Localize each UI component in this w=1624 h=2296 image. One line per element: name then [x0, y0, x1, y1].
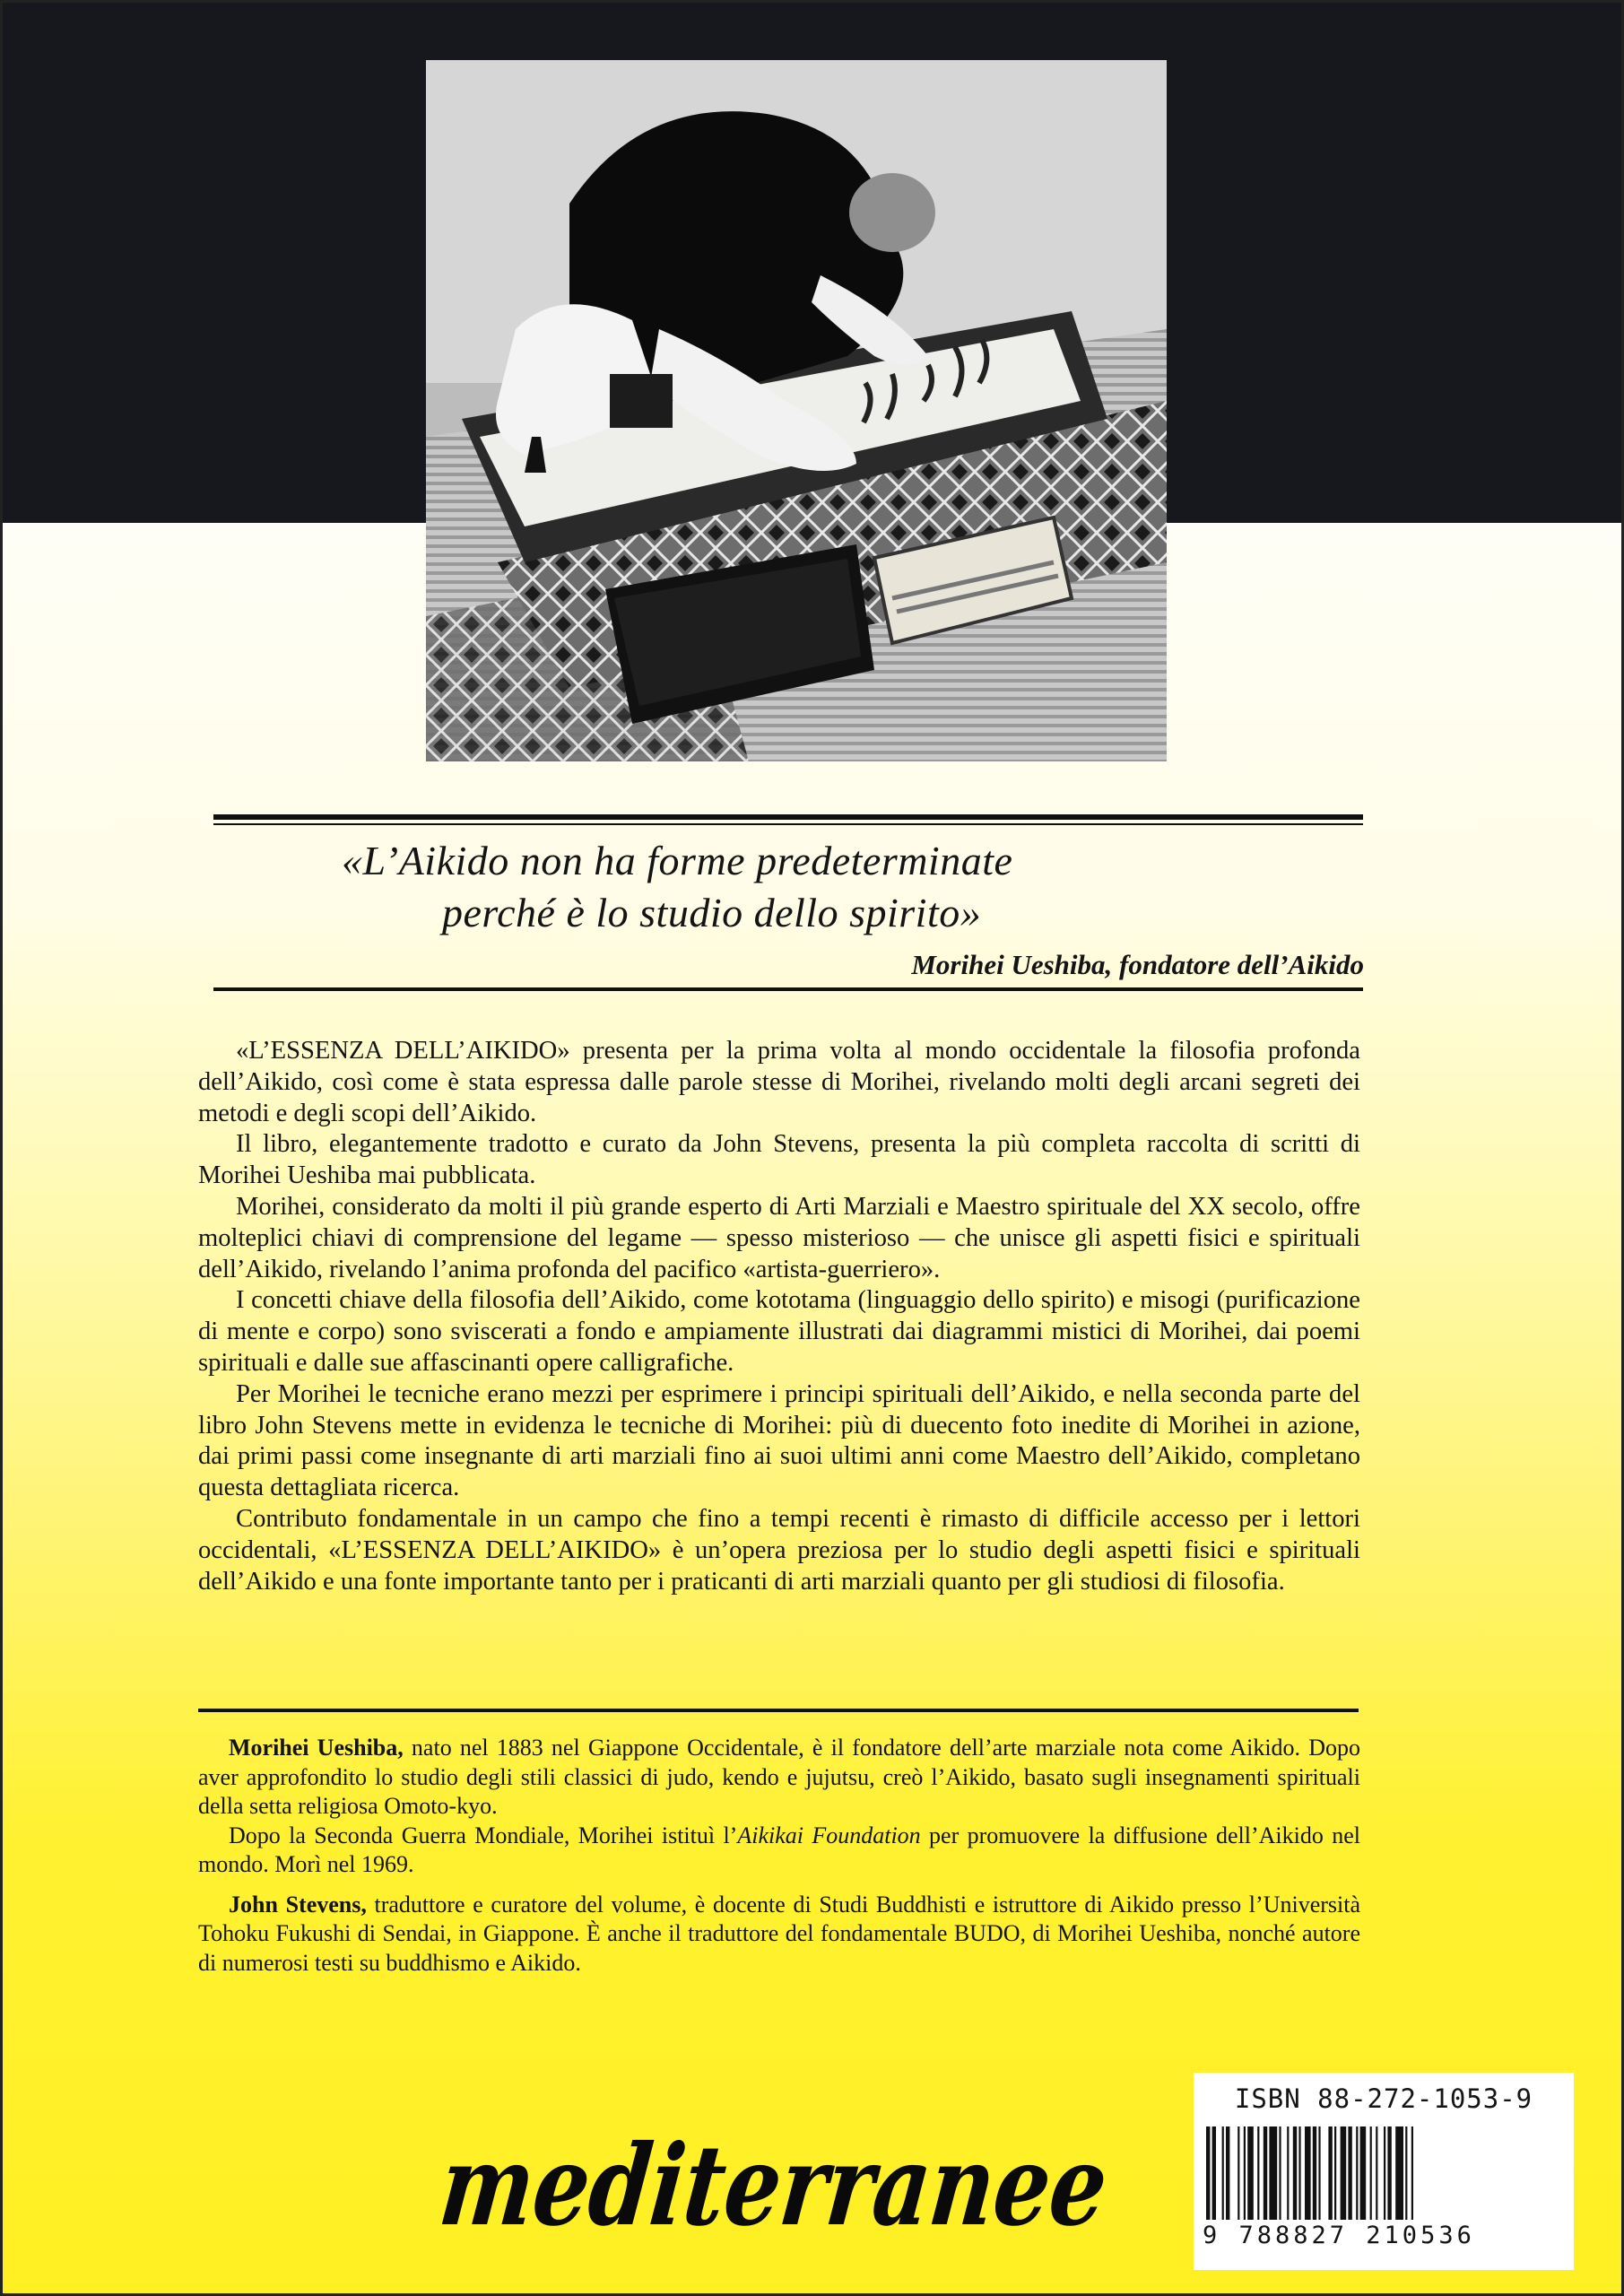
bio-top-rule [198, 1709, 1359, 1712]
barcode-bar [1305, 2126, 1311, 2220]
barcode-bar [1348, 2126, 1351, 2220]
barcode-bar [1287, 2126, 1289, 2220]
description-paragraph: Contributo fondamentale in un campo che fino a tempi recenti è rimasto di difficile accesso per i lettori occidentali, «L’ESSENZA DELL’AIKIDO» è un’opera preziosa per lo studio degli aspetti fisici e spirituali dell’Aikido e una fonte importante tanto per i praticanti di arti marziali quanto per gli studiosi di filosofia. [198, 1504, 1360, 1596]
ueshiba-bio-2-end: per promuovere la diffusione dell’Aikido nel mondo. Morì nel 1969. [198, 1822, 1360, 1877]
ueshiba-bio-text: nato nel 1883 nel Giappone Occidentale, è il fondatore dell’arte marziale nota come Aikido. Dopo aver approfondito lo studio degli stili classici di judo, kendo e jujutsu, creò l’Aikido, basato sugli insegnamenti spirituali della setta religiosa Omoto-kyo. [198, 1735, 1360, 1819]
quote-top-rule [213, 814, 1363, 820]
description-paragraph: Per Morihei le tecniche erano mezzi per esprimere i principi spirituali dell’Aikido, e nella seconda parte del libro John Stevens mette in evidenza le tecniche di Morihei: più di duecento foto inedite di Morihei in azione, dai primi passi come insegnante di arti marziali fino ai suoi ultimi anni come Maestro dell’Aikido, completano questa dettagliata ricerca. [198, 1379, 1360, 1502]
barcode-bar [1238, 2126, 1239, 2220]
book-description [198, 1036, 1360, 1597]
stevens-bio-text: traduttore e curatore del volume, è docente di Studi Buddhisti e istruttore di Aikido presso l’Università Tohoku Fukushi di Sendai, in Giappone. È anche il traduttore del fondamentale BUDO, di Morihei Ueshiba, nonché autore di numerosi testi su buddhismo e Aikido. [198, 1891, 1360, 1976]
isbn-number: ISBN 88-272-1053-9 [1234, 2083, 1533, 2114]
barcode-bar [1360, 2126, 1367, 2220]
barcode-bar [1206, 2126, 1210, 2220]
barcode-bar [1356, 2126, 1358, 2220]
publisher-logo-text: mediterranee [442, 2124, 1124, 2251]
barcode-bar [1244, 2126, 1246, 2220]
barcode-bar [1405, 2126, 1407, 2220]
ueshiba-bio-2-text: Dopo la Seconda Guerra Mondiale, Morihei istituì l’ [229, 1822, 738, 1848]
quote-line-1: «L’Aikido non ha forme predeterminate [342, 838, 1013, 883]
quote-line-2: perché è lo studio dello spirito» [442, 890, 982, 935]
barcode-bar [1318, 2126, 1320, 2220]
description-paragraph: «L’ESSENZA DELL’AIKIDO» presenta per la prima volta al mondo occidentale la filosofia profonda dell’Aikido, così come è stata espressa dalle parole stesse di Morihei, rivelando molti degli arcani segreti dei metodi e degli scopi dell’Aikido. [198, 1037, 1360, 1127]
publisher-logo [442, 2124, 1124, 2258]
barcode-bar [1313, 2126, 1316, 2220]
barcode-bar [1384, 2126, 1385, 2220]
barcode-bar [1226, 2126, 1229, 2220]
quote-bottom-rule [213, 987, 1363, 991]
barcode-bar [1387, 2126, 1391, 2220]
publisher-logo-wordmark [442, 2124, 1124, 2258]
quote-attribution: Morihei Ueshiba, fondatore dell’Aikido [911, 949, 1364, 980]
barcode-bar [1298, 2126, 1300, 2220]
barcode-bar [1257, 2126, 1259, 2220]
ueshiba-name: Morihei Ueshiba, [229, 1735, 404, 1761]
stevens-bio [198, 1891, 1360, 1979]
barcode-bars [1206, 2126, 1561, 2220]
cover-photograph [426, 60, 1167, 761]
barcode-bar [1334, 2126, 1336, 2220]
barcode-bar [1222, 2126, 1224, 2220]
calligrapher-illustration [426, 60, 1167, 761]
barcode-bar [1247, 2126, 1254, 2220]
barcode-bar [1269, 2126, 1277, 2220]
ueshiba-bio [198, 1734, 1360, 1822]
barcode-bar [1279, 2126, 1281, 2220]
barcode-bar [1293, 2126, 1297, 2220]
description-paragraph: Morihei, considerato da molti il più grande esperto di Arti Marziali e Maestro spirituale del XX secolo, offre molteplici chiavi di comprensione del legame — spesso misterioso — che unisce gli aspetti fisici e spirituali dell’Aikido, rivelando l’anima profonda del pacifico «artista-guerriero». [198, 1192, 1360, 1283]
barcode-bar [1341, 2126, 1347, 2220]
barcode-bar [1376, 2126, 1377, 2220]
barcode-bar [1411, 2126, 1413, 2220]
stevens-name: John Stevens, [229, 1891, 367, 1918]
author-biographies [198, 1734, 1360, 1978]
description-paragraph: I concetti chiave della filosofia dell’Aikido, come kototama (linguaggio dello spirito) e misogi (purificazione di mente e corpo) sono sviscerati a fondo e ampiamente illustrati dai diagrammi mistici di Morihei, dai poemi spirituali e dalle sue affascinanti opere calligrafiche. [198, 1286, 1360, 1377]
description-paragraph: Il libro, elegantemente tradotto e curato da John Stevens, presenta la più completa raccolta di scritti di Morihei Ueshiba mai pubblicata. [198, 1130, 1360, 1190]
barcode-bar [1212, 2126, 1216, 2220]
quote-top-rule-thin [213, 823, 1363, 825]
ueshiba-bio-2 [198, 1822, 1360, 1880]
barcode-bar [1328, 2126, 1332, 2220]
barcode-bar [1264, 2126, 1267, 2220]
barcode-bar [1395, 2126, 1403, 2220]
aikikai-foundation: Aikikai Foundation [737, 1822, 921, 1848]
ean-number: 9 788827 210536 [1203, 2222, 1475, 2249]
barcode-bar [1370, 2126, 1372, 2220]
isbn-barcode [1194, 2073, 1574, 2270]
